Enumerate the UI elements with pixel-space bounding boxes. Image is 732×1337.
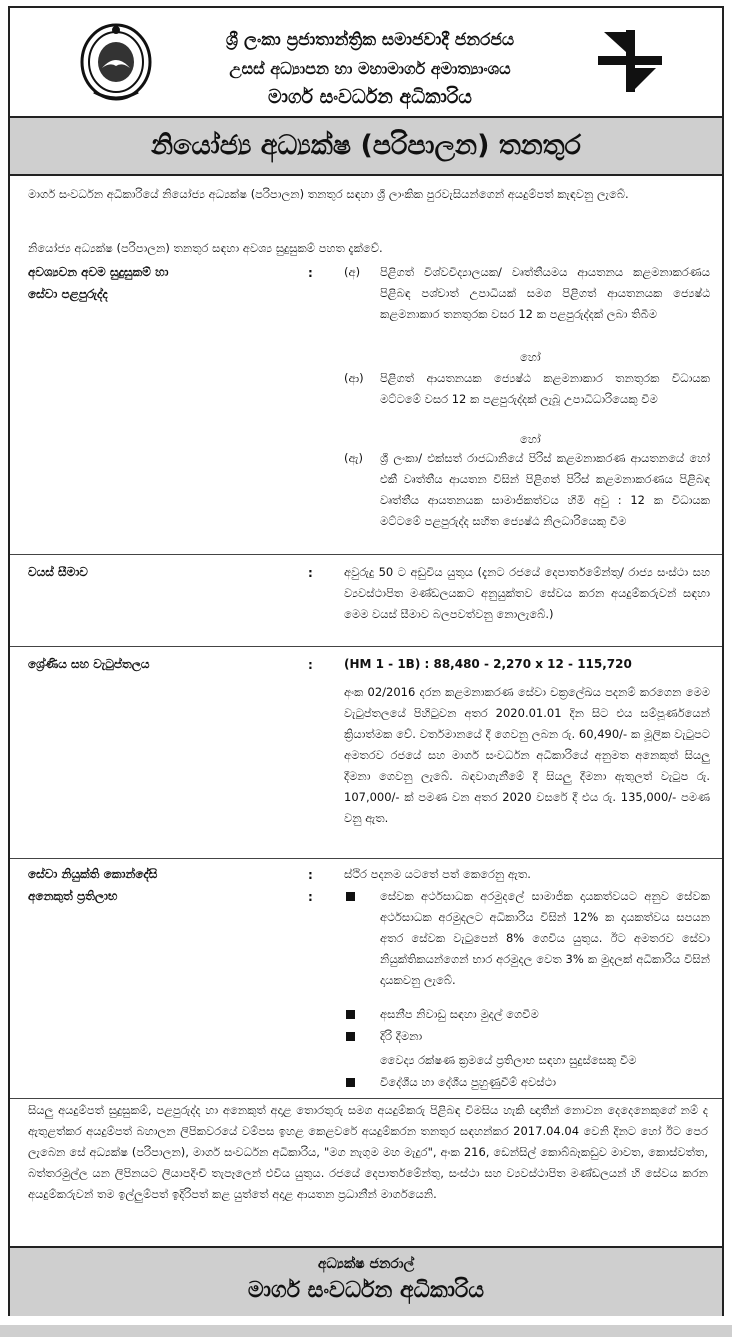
salary-scale: (HM 1 - 1B) : 88,480 - 2,270 x 12 - 115,720 [344, 657, 632, 671]
title-banner [10, 116, 722, 176]
signature-block [10, 1246, 722, 1316]
benefit-epf: සේවක අර්ථසාධක අරමුදලේ සාමාජික දායකත්වයට අනුව සේවක අර්ථසාධක අරමුදලට අධිකාරිය විසින් 12% ක දායකත්වය සපයන අතර සේවක වැටුපෙන් 8% ගෙවිය යුතුය. ඊට අමතරව සේවා නියුක්තිකයන්ගෙන් භාර අරමුදල වෙත 3% ක මුදලක් අධිකාරිය විසින් දායකවනු ලැබේ. [380, 889, 710, 987]
benefit-medical: වෛද්‍ය රක්ෂණ ක්‍රමයේ ප්‍රතිලාභ සඳහා සුදුස්සෙකු වීම [380, 1053, 637, 1067]
bullet-icon [346, 1010, 355, 1019]
section-divider [10, 554, 722, 555]
benefit-allowance: දිරි දීමනා [380, 1029, 423, 1043]
benefit-training: විදේශීය හා දේශීය පුහුණුවීම් අවස්ථා [380, 1075, 557, 1089]
header [10, 8, 722, 116]
rda-logo-icon [594, 28, 666, 94]
item-marker-ae: (ඇ) [344, 451, 363, 465]
bullet-icon [346, 1032, 355, 1041]
section-divider [10, 646, 722, 647]
or-text: හෝ [520, 432, 541, 446]
service-terms-label: සේවා නියුක්ති කොන්දේසි [28, 867, 158, 881]
benefit-sick-leave: අසනීප නිවාඩු සඳහා මුදල් ගෙවීම [380, 1007, 539, 1021]
bullet-icon [346, 1078, 355, 1087]
job-title: නියෝජ්‍ය අධ්‍යක්ෂ (පරිපාලන) තනතුර [151, 130, 581, 161]
header-line-3: මාර්ග සංවර්ධන අධිකාරිය [268, 86, 472, 108]
salary-text: අංක 02/2016 දරන කළමනාකරණ සේවා චක්‍රලේඛය පදනම් කරගෙන මෙම වැටුප්තලයේ පිහිටුවන අතර 2020.01.01 දින සිට එය සම්පූර්ණයෙන් ක්‍රියාත්මක වේ. වර්තමානයේ දී ගෙවනු ලබන රු. 60,490/- ක මූලික වැටුපට අමතරව රජයේ සහ මාර්ග සංවර්ධන අධිකාරියේ අනුමත අනෙකුත් සියලු දීමනා ගෙවනු ලැබේ. බඳවාගැනීමේ දී සියලු දීමනා ඇතුලත් වැටුප රු. 107,000/- ක් පමණ වන අතර 2020 වසරේ දී එය රු. 135,000/- පමණ වනු ඇත. [344, 685, 710, 825]
qualification-a: පිළිගත් විශ්වවිද්‍යාලයක/ වෘත්තීයමය ආයතනය කළමනාකරණය පිළිබඳ පශ්චාත් උපාධියක් සමග පිළිගත් ආයතනයක ජ්‍යෙෂ්ඨ කළමනාකාර තනතුරක වසර 12 ක පළපුරුද්දක් ලබා තිබීම [380, 265, 710, 321]
service-terms-text: ස්ථිර පදනම යටතේ පත් කෙරෙනු ඇත. [344, 867, 531, 881]
salary-label: ශ්‍රේණිය සහ වැටුප්තලය [28, 657, 150, 671]
closing-paragraph: සියලු අයදුම්පත් සුදුසුකම්, පළපුරුද්ද හා අනෙකුත් අදාළ තොරතුරු සමග අයදුම්කරු පිළිබඳ විමසිය හැකි ඥාතීන් නොවන දෙදෙනෙකුගේ නම් ද ඇතුළත්කර අයදුම්පත් බහාලන ලිපිකවරයේ වම්පස ඉහළ කෙළවරේ අයදුම්කරන තනතුර සඳහන්කර 2017.04.04 වෙනි දිනට හෝ ඊට පෙර ලැබෙන සේ අධ්‍යක්ෂ (පරිපාලන), මාර්ග සංවර්ධන අධිකාරිය, "මග නැගුම මහ මැදුර", අංක 216, ඩෙන්සිල් කොබ්බෑකඩුව මාවත, කොස්වත්ත, බත්තරමුල්ල යන ලිපිනයට ලියාපදිංචි තැපෑලෙන් එවිය යුතුය. රජයේ දෙපාර්තමේන්තු, සංස්ථා සහ ව්‍යවස්ථාපිත මණ්ඩලයන් හි සේවය කරන අයදුම්කරුවන් තම ඉල්ලුම්පත් ඉදිරිපත් කළ යුත්තේ අදාළ ආයතන ප්‍රධානීන් මාර්ගයෙනි. [28, 1103, 708, 1201]
colon: : [308, 266, 313, 280]
age-limit-label: වයස් සීමාව [28, 565, 88, 579]
qualification-label-2: සේවා පළපුරුද්ද [28, 287, 108, 301]
item-marker-aa: (ආ) [344, 371, 364, 385]
intro-paragraph-2: නියෝජ්‍ය අධ්‍යක්ෂ (පරිපාලන) තනතුර සඳහා අවශ්‍ය සුදුසුකම් පහත දැක්වේ. [28, 241, 383, 255]
section-divider [10, 1098, 722, 1099]
qualification-aa: පිළිගත් ආයතනයක ජ්‍යෙෂ්ඨ කළමනාකාර තනතුරක විධායක මට්ටමේ වසර 12 ක පළපුරුද්දක් ලැබූ උපාධිධාරියෙකු වීම [380, 371, 710, 406]
bullet-icon [346, 892, 355, 901]
colon: : [308, 658, 313, 672]
colon: : [308, 890, 313, 904]
qualification-label-1: අවශ්‍යවන අවම සුදුසුකම් හා [28, 265, 169, 279]
signatory-title: අධ්‍යක්ෂ ජනරාල් [317, 1256, 415, 1272]
state-emblem-icon [72, 22, 160, 102]
qualification-ae: ශ්‍රී ලංකා/ එක්සත් රාජධානියේ පිරිස් කළමනාකරණ ආයතනයේ හෝ එකී වෘත්තීය ආයතන විසින් පිළිගත් පිරිස් කළමනාකරණය පිළිබඳ වෘත්තීය ආයතනයක සාමාජිකත්වය හිමි අවු : 12 ක විධායක මට්ටමේ පළපුරුද්ද සහිත ජ්‍යෙෂ්ඨ නිලධාරියෙකු වීම [380, 451, 710, 528]
bottom-strip [0, 1325, 732, 1337]
age-limit-text: අවුරුදු 50 ට අඩුවිය යුතුය (දැනට රජයේ දෙපාර්තමේන්තු/ රාජ්‍ය සංස්ථා සහ ව්‍යවස්ථාපිත මණ්ඩලයකට අනුයුක්තව සේවය කරන අයදුම්කරුවන් සඳහා මෙම වයස් සීමාව බලපවත්වනු නොලැබේ.) [344, 565, 710, 621]
colon: : [308, 868, 313, 882]
advert-frame [8, 6, 724, 1316]
header-line-2: උසස් අධ්‍යාපන හා මහාමාර්ග අමාත්‍යාංශය [229, 59, 511, 78]
item-marker-a: (අ) [344, 265, 361, 279]
benefits-label: අනෙකුත් ප්‍රතිලාභ [28, 889, 118, 903]
colon: : [308, 566, 313, 580]
intro-paragraph-1: මාර්ග සංවර්ධන අධිකාරියේ නියෝජ්‍ය අධ්‍යක්ෂ (පරිපාලන) තනතුර සඳහා ශ්‍රී ලාංකික පුරවැසියන්ගෙන් අයදුම්පත් කැඳවනු ලැබේ. [28, 187, 629, 201]
section-divider [10, 858, 722, 859]
header-line-1: ශ්‍රී ලංකා ප්‍රජාතාන්ත්‍රික සමාජවාදී ජනරජය [225, 30, 515, 50]
or-text: හෝ [520, 350, 541, 364]
signatory-organization: මාර්ග සංවර්ධන අධිකාරිය [247, 1278, 485, 1303]
